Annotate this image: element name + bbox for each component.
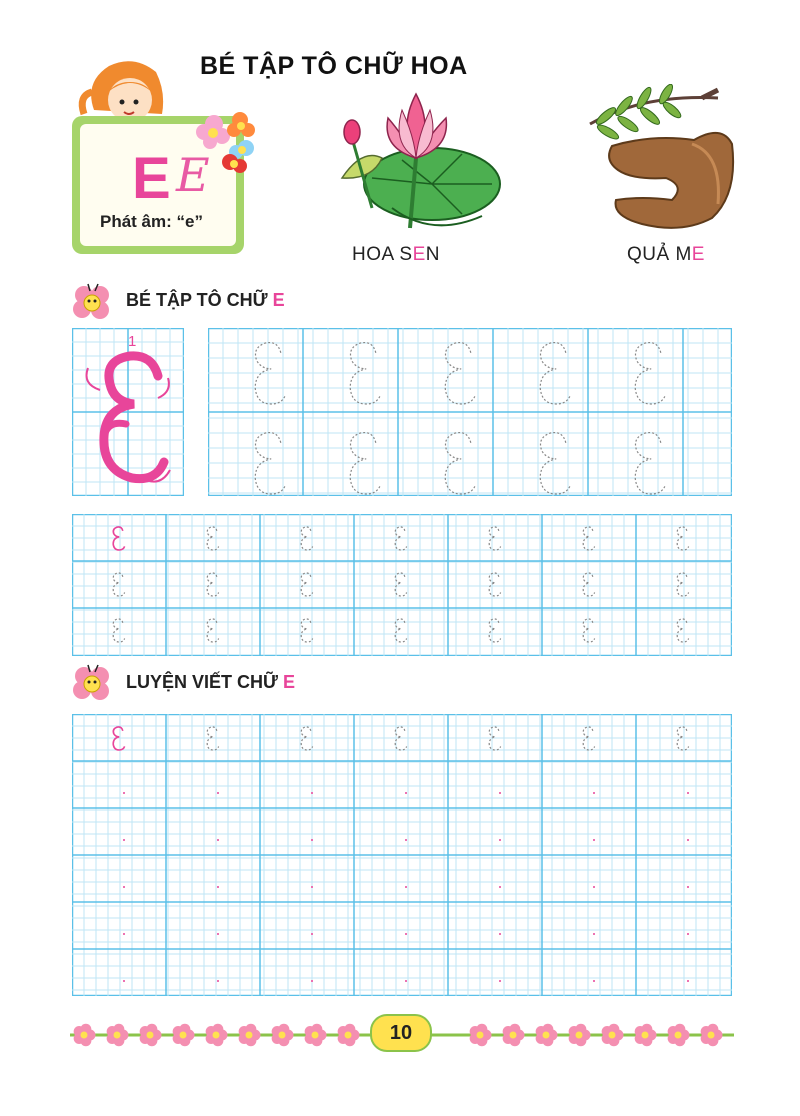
trace-grid-small[interactable]: [72, 514, 732, 656]
caption-qua-me: QUẢ ME: [627, 244, 705, 265]
page-title: BÉ TẬP TÔ CHỮ HOA: [200, 52, 468, 80]
writing-practice-grid[interactable]: [72, 714, 732, 996]
page-number: 10: [370, 1014, 432, 1052]
model-letter-e: [72, 328, 184, 496]
lotus-icon: [332, 88, 504, 238]
flower-bee-icon: [72, 281, 114, 321]
trace-grid-large[interactable]: [208, 328, 732, 496]
section1-heading: BÉ TẬP TÔ CHỮ E: [126, 290, 285, 310]
pronunciation-label: Phát âm: “e”: [100, 212, 203, 231]
letter-print: E: [132, 146, 171, 211]
tamarind-icon: [582, 84, 742, 240]
flower-bee-icon: [72, 662, 114, 702]
stroke-number: 1: [128, 333, 137, 350]
section2-heading: LUYỆN VIẾT CHỮ E: [126, 672, 295, 692]
letter-script: E: [176, 148, 210, 202]
caption-hoa-sen: HOA SEN: [352, 244, 440, 265]
flower-cluster-icon: [196, 108, 266, 178]
